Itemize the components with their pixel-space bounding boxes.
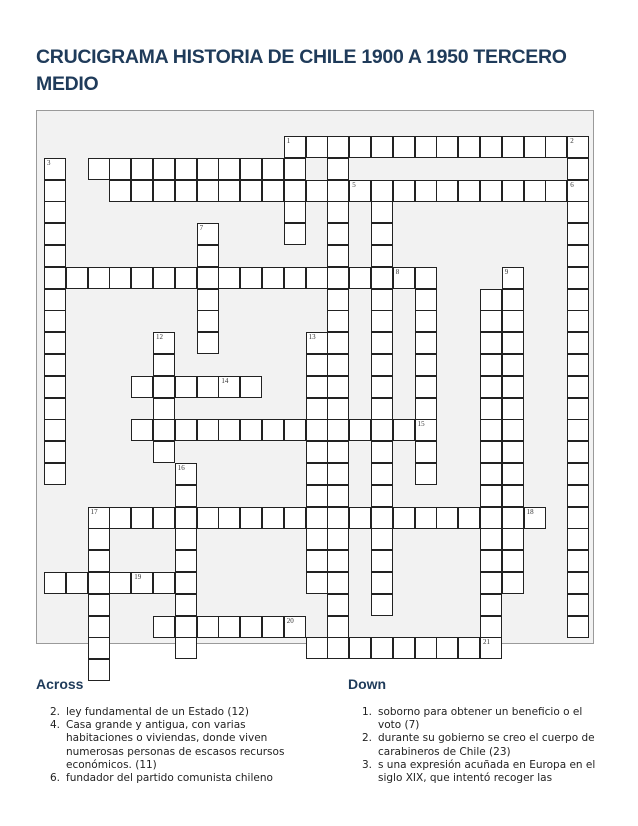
- crossword-cell[interactable]: [306, 376, 328, 398]
- crossword-cell[interactable]: [567, 507, 589, 529]
- crossword-cell[interactable]: [327, 158, 349, 180]
- crossword-cell[interactable]: [567, 376, 589, 398]
- crossword-cell[interactable]: [327, 485, 349, 507]
- crossword-cell[interactable]: [415, 637, 437, 659]
- crossword-cell[interactable]: [567, 223, 589, 245]
- crossword-cell[interactable]: [393, 419, 415, 441]
- crossword-cell[interactable]: [371, 441, 393, 463]
- crossword-cell[interactable]: [371, 332, 393, 354]
- crossword-cell[interactable]: [327, 463, 349, 485]
- crossword-cell[interactable]: [327, 637, 349, 659]
- crossword-cell[interactable]: [44, 463, 66, 485]
- crossword-cell[interactable]: [306, 572, 328, 594]
- crossword-cell[interactable]: [458, 180, 480, 202]
- crossword-cell[interactable]: [306, 180, 328, 202]
- page-title: CRUCIGRAMA HISTORIA DE CHILE 1900 A 1950 TERCERO MEDIO: [36, 46, 567, 95]
- crossword-cell[interactable]: [44, 310, 66, 332]
- crossword-cell[interactable]: [480, 180, 502, 202]
- crossword-cell[interactable]: [153, 441, 175, 463]
- crossword-cell[interactable]: [327, 550, 349, 572]
- crossword-cell[interactable]: [284, 419, 306, 441]
- crossword-cell[interactable]: [502, 332, 524, 354]
- crossword-cell[interactable]: [197, 245, 219, 267]
- crossword-cell[interactable]: [88, 616, 110, 638]
- across-clue-list: [42, 706, 302, 785]
- crossword-cell[interactable]: [349, 180, 371, 202]
- crossword-cell[interactable]: [197, 267, 219, 289]
- crossword-cell[interactable]: [327, 376, 349, 398]
- crossword-cell[interactable]: [371, 376, 393, 398]
- crossword-cell[interactable]: [458, 637, 480, 659]
- crossword-cell[interactable]: [306, 441, 328, 463]
- crossword-cell[interactable]: [88, 267, 110, 289]
- crossword-cell[interactable]: [44, 354, 66, 376]
- crossword-cell[interactable]: [66, 267, 88, 289]
- crossword-cell[interactable]: [327, 398, 349, 420]
- crossword-cell[interactable]: [327, 507, 349, 529]
- crossword-cell[interactable]: [44, 572, 66, 594]
- crossword-cell[interactable]: [567, 550, 589, 572]
- crossword-cell[interactable]: [567, 289, 589, 311]
- down-clue: 2. durante su gobierno se creo el cuerpo de carabineros de Chile (23): [361, 732, 595, 758]
- crossword-cell[interactable]: [327, 201, 349, 223]
- crossword-cell[interactable]: [567, 136, 589, 158]
- crossword-cell[interactable]: [371, 419, 393, 441]
- crossword-cell[interactable]: [262, 419, 284, 441]
- crossword-cell[interactable]: [44, 398, 66, 420]
- clue-number: 18: [526, 507, 534, 516]
- crossword-cell[interactable]: [175, 485, 197, 507]
- crossword-cell[interactable]: [567, 485, 589, 507]
- clue-number: 20: [286, 616, 294, 625]
- crossword-cell[interactable]: [262, 180, 284, 202]
- crossword-cell[interactable]: [197, 223, 219, 245]
- crossword-cell[interactable]: [197, 419, 219, 441]
- crossword-cell[interactable]: [567, 267, 589, 289]
- crossword-cell[interactable]: [436, 136, 458, 158]
- crossword-cell[interactable]: [240, 616, 262, 638]
- crossword-cell[interactable]: [371, 354, 393, 376]
- crossword-cell[interactable]: [306, 354, 328, 376]
- crossword-cell[interactable]: [327, 332, 349, 354]
- crossword-cell[interactable]: [458, 136, 480, 158]
- crossword-cell[interactable]: [175, 158, 197, 180]
- crossword-cell[interactable]: [153, 616, 175, 638]
- crossword-cell[interactable]: [371, 267, 393, 289]
- crossword-cell[interactable]: [567, 441, 589, 463]
- clue-number: 9: [504, 267, 509, 276]
- crossword-cell[interactable]: [371, 136, 393, 158]
- crossword-cell[interactable]: [371, 180, 393, 202]
- across-heading: Across: [36, 676, 84, 692]
- crossword-cell[interactable]: [131, 507, 153, 529]
- crossword-cell[interactable]: [131, 180, 153, 202]
- crossword-cell[interactable]: [306, 419, 328, 441]
- crossword-cell[interactable]: [218, 507, 240, 529]
- crossword-cell[interactable]: [175, 267, 197, 289]
- crossword-cell[interactable]: [480, 485, 502, 507]
- crossword-cell[interactable]: [436, 637, 458, 659]
- crossword-cell[interactable]: [306, 463, 328, 485]
- crossword-cell[interactable]: [240, 180, 262, 202]
- crossword-cell[interactable]: [197, 332, 219, 354]
- crossword-cell[interactable]: [175, 637, 197, 659]
- crossword-cell[interactable]: [502, 376, 524, 398]
- crossword-cell[interactable]: [44, 223, 66, 245]
- crossword-cell[interactable]: [524, 507, 546, 529]
- crossword-cell[interactable]: [44, 419, 66, 441]
- crossword-cell[interactable]: [175, 528, 197, 550]
- crossword-cell[interactable]: [153, 572, 175, 594]
- crossword-cell[interactable]: [480, 398, 502, 420]
- crossword-cell[interactable]: [502, 485, 524, 507]
- crossword-cell[interactable]: [371, 637, 393, 659]
- crossword-cell[interactable]: [567, 180, 589, 202]
- crossword-cell[interactable]: [327, 572, 349, 594]
- crossword-cell[interactable]: [524, 136, 546, 158]
- crossword-cell[interactable]: [327, 136, 349, 158]
- crossword-cell[interactable]: [306, 637, 328, 659]
- crossword-cell[interactable]: [415, 332, 437, 354]
- crossword-cell[interactable]: [436, 180, 458, 202]
- crossword-cell[interactable]: [131, 419, 153, 441]
- crossword-cell[interactable]: [502, 136, 524, 158]
- crossword-cell[interactable]: [88, 637, 110, 659]
- crossword-cell[interactable]: [153, 180, 175, 202]
- crossword-cell[interactable]: [44, 180, 66, 202]
- crossword-cell[interactable]: [218, 616, 240, 638]
- down-clue: 1. soborno para obtener un beneficio o el voto (7): [361, 706, 583, 732]
- crossword-cell[interactable]: [502, 507, 524, 529]
- crossword-cell[interactable]: [262, 158, 284, 180]
- crossword-cell[interactable]: [480, 594, 502, 616]
- crossword-cell[interactable]: [545, 136, 567, 158]
- crossword-cell[interactable]: [327, 594, 349, 616]
- crossword-cell[interactable]: [44, 245, 66, 267]
- crossword-cell[interactable]: [88, 572, 110, 594]
- crossword-cell[interactable]: [240, 507, 262, 529]
- crossword-cell[interactable]: [567, 332, 589, 354]
- clue-number: 5: [352, 180, 356, 189]
- crossword-cell[interactable]: [415, 180, 437, 202]
- clue-number: 6: [570, 180, 574, 189]
- crossword-cell[interactable]: [371, 594, 393, 616]
- crossword-cell[interactable]: [218, 419, 240, 441]
- crossword-cell[interactable]: [327, 245, 349, 267]
- crossword-cell[interactable]: [218, 376, 240, 398]
- clue-number: 17: [90, 507, 98, 516]
- crossword-cell[interactable]: [284, 223, 306, 245]
- crossword-cell[interactable]: [197, 158, 219, 180]
- crossword-cell[interactable]: [371, 310, 393, 332]
- crossword-cell[interactable]: [480, 463, 502, 485]
- crossword-cell[interactable]: [480, 289, 502, 311]
- crossword-cell[interactable]: [88, 507, 110, 529]
- across-clue: 2. ley fundamental de un Estado (12): [49, 706, 249, 718]
- crossword-cell[interactable]: [327, 289, 349, 311]
- crossword-cell[interactable]: [240, 419, 262, 441]
- crossword-cell[interactable]: [371, 201, 393, 223]
- crossword-cell[interactable]: [262, 507, 284, 529]
- crossword-cell[interactable]: [502, 528, 524, 550]
- crossword-cell[interactable]: [327, 180, 349, 202]
- crossword-cell[interactable]: [480, 332, 502, 354]
- crossword-cell[interactable]: [567, 354, 589, 376]
- crossword-cell[interactable]: [415, 136, 437, 158]
- crossword-cell[interactable]: [502, 267, 524, 289]
- crossword-cell[interactable]: [480, 441, 502, 463]
- down-clue: 3. s una expresión acuñada en Europa en el siglo XIX, que intentó recoger las: [361, 758, 596, 785]
- crossword-cell[interactable]: [415, 289, 437, 311]
- crossword-cell[interactable]: [44, 158, 66, 180]
- crossword-cell[interactable]: [262, 267, 284, 289]
- clue-number: 16: [177, 464, 185, 472]
- crossword-cell[interactable]: [567, 310, 589, 332]
- crossword-cell[interactable]: [306, 136, 328, 158]
- crossword-cell[interactable]: [502, 180, 524, 202]
- crossword-cell[interactable]: [240, 376, 262, 398]
- crossword-cell[interactable]: [371, 245, 393, 267]
- crossword-cell[interactable]: [284, 136, 306, 158]
- crossword-cell[interactable]: [349, 136, 371, 158]
- crossword-cell[interactable]: [327, 616, 349, 638]
- clue-number: 1: [286, 137, 291, 145]
- crossword-cell[interactable]: [153, 398, 175, 420]
- crossword-cell[interactable]: [306, 332, 328, 354]
- crossword-cell[interactable]: [131, 158, 153, 180]
- crossword-cell[interactable]: [153, 419, 175, 441]
- crossword-cell[interactable]: [502, 572, 524, 594]
- crossword-cell[interactable]: [502, 441, 524, 463]
- crossword-cell[interactable]: [371, 507, 393, 529]
- clue-number: 7: [199, 224, 204, 233]
- crossword-cell[interactable]: [88, 528, 110, 550]
- crossword-cell[interactable]: [415, 463, 437, 485]
- crossword-cell[interactable]: [502, 289, 524, 311]
- crossword-cell[interactable]: [327, 267, 349, 289]
- crossword-cell[interactable]: [567, 201, 589, 223]
- crossword-cell[interactable]: [175, 594, 197, 616]
- crossword-cell[interactable]: [240, 158, 262, 180]
- crossword-cell[interactable]: [88, 659, 110, 681]
- crossword-cell[interactable]: [480, 637, 502, 659]
- crossword-cell[interactable]: [88, 594, 110, 616]
- crossword-cell[interactable]: [218, 158, 240, 180]
- crossword-cell[interactable]: [44, 289, 66, 311]
- clue-number: 12: [156, 333, 163, 342]
- crossword-cell[interactable]: [480, 507, 502, 529]
- crossword-cell[interactable]: [44, 201, 66, 223]
- crossword-cell[interactable]: [480, 136, 502, 158]
- crossword-cell[interactable]: [480, 528, 502, 550]
- crossword-cell[interactable]: [415, 267, 437, 289]
- crossword-cell[interactable]: [371, 485, 393, 507]
- clue-number: 21: [483, 638, 490, 647]
- crossword-cell[interactable]: [218, 267, 240, 289]
- crossword-cell[interactable]: [284, 201, 306, 223]
- crossword-cell[interactable]: [284, 267, 306, 289]
- crossword-cell[interactable]: [567, 572, 589, 594]
- crossword-cell[interactable]: [349, 637, 371, 659]
- crossword-cell[interactable]: [502, 310, 524, 332]
- crossword-cell[interactable]: [175, 376, 197, 398]
- crossword-cell[interactable]: [306, 267, 328, 289]
- clue-number: 13: [308, 333, 316, 342]
- crossword-cell[interactable]: [284, 158, 306, 180]
- across-clue: 6. fundador del partido comunista chileno: [49, 772, 273, 785]
- crossword-cell[interactable]: [175, 550, 197, 572]
- crossword-cell[interactable]: [109, 267, 131, 289]
- crossword-cell[interactable]: [44, 376, 66, 398]
- crossword-cell[interactable]: [567, 158, 589, 180]
- crossword-cell[interactable]: [306, 528, 328, 550]
- crossword-cell[interactable]: [393, 136, 415, 158]
- crossword-cell[interactable]: [502, 398, 524, 420]
- crossword-cell[interactable]: [393, 507, 415, 529]
- crossword-cell[interactable]: [153, 376, 175, 398]
- crossword-cell[interactable]: [415, 376, 437, 398]
- crossword-cell[interactable]: [131, 376, 153, 398]
- crossword-cell[interactable]: [109, 158, 131, 180]
- crossword-cell[interactable]: [502, 419, 524, 441]
- crossword-cell[interactable]: [349, 507, 371, 529]
- crossword-cell[interactable]: [306, 507, 328, 529]
- crossword-cell[interactable]: [480, 310, 502, 332]
- crossword-cell[interactable]: [327, 441, 349, 463]
- crossword-cell[interactable]: [349, 267, 371, 289]
- crossword-cell[interactable]: [306, 485, 328, 507]
- crossword-cell[interactable]: [262, 616, 284, 638]
- crossword-cell[interactable]: [197, 180, 219, 202]
- crossword-cell[interactable]: [197, 289, 219, 311]
- crossword-cell[interactable]: [284, 616, 306, 638]
- crossword-cell[interactable]: [284, 180, 306, 202]
- crossword-cell[interactable]: [415, 310, 437, 332]
- crossword-cell[interactable]: [415, 507, 437, 529]
- crossword-cell[interactable]: [567, 594, 589, 616]
- crossword-cell[interactable]: [197, 310, 219, 332]
- crossword-cell[interactable]: [393, 180, 415, 202]
- crossword-cell[interactable]: [349, 419, 371, 441]
- crossword-cell[interactable]: [175, 463, 197, 485]
- crossword-cell[interactable]: [306, 550, 328, 572]
- crossword-cell[interactable]: [436, 507, 458, 529]
- crossword-cell[interactable]: [480, 550, 502, 572]
- crossword-cell[interactable]: [66, 572, 88, 594]
- crossword-cell[interactable]: [306, 398, 328, 420]
- crossword-cell[interactable]: [284, 507, 306, 529]
- crossword-cell[interactable]: [109, 572, 131, 594]
- crossword-cell[interactable]: [197, 507, 219, 529]
- crossword-cell[interactable]: [524, 180, 546, 202]
- crossword-cell[interactable]: [327, 223, 349, 245]
- across-clue: 4. Casa grande y antigua, con varias habitaciones o viviendas, donde viven numerosas personas de escasos recursos económicos. (11): [49, 719, 285, 771]
- crossword-cell[interactable]: [153, 507, 175, 529]
- clue-number: 19: [134, 573, 142, 581]
- crossword-cell[interactable]: [567, 616, 589, 638]
- crossword-cell[interactable]: [175, 419, 197, 441]
- crossword-cell[interactable]: [88, 158, 110, 180]
- crossword-cell[interactable]: [371, 223, 393, 245]
- crossword-cell[interactable]: [88, 550, 110, 572]
- crossword-cell[interactable]: [371, 528, 393, 550]
- crossword-cell[interactable]: [240, 267, 262, 289]
- crossword-cell[interactable]: [44, 441, 66, 463]
- crossword-cell[interactable]: [480, 419, 502, 441]
- crossword-cell[interactable]: [44, 332, 66, 354]
- crossword-cell[interactable]: [109, 180, 131, 202]
- crossword-cell[interactable]: [153, 332, 175, 354]
- crossword-cell[interactable]: [415, 354, 437, 376]
- crossword-cell[interactable]: [567, 398, 589, 420]
- crossword-cell[interactable]: [218, 180, 240, 202]
- crossword-cell[interactable]: [415, 441, 437, 463]
- clue-number: 15: [417, 420, 425, 429]
- clue-number: 14: [221, 376, 229, 385]
- crossword-cell[interactable]: [567, 528, 589, 550]
- crossword-cell[interactable]: [545, 180, 567, 202]
- crossword-cell[interactable]: [480, 354, 502, 376]
- crossword-cell[interactable]: [197, 616, 219, 638]
- crossword-cell[interactable]: [371, 463, 393, 485]
- crossword-cell[interactable]: [153, 354, 175, 376]
- crossword-cell[interactable]: [175, 572, 197, 594]
- down-clue-list: [354, 706, 606, 785]
- crossword-cell[interactable]: [153, 267, 175, 289]
- crossword-cell[interactable]: [458, 507, 480, 529]
- clue-number: 3: [47, 158, 51, 167]
- crossword-cell[interactable]: [480, 376, 502, 398]
- crossword-cell[interactable]: [371, 289, 393, 311]
- crossword-cell[interactable]: [567, 245, 589, 267]
- crossword-cell[interactable]: [175, 616, 197, 638]
- crossword-cell[interactable]: [393, 267, 415, 289]
- crossword-cell[interactable]: [109, 507, 131, 529]
- crossword-cell[interactable]: [480, 572, 502, 594]
- crossword-cell[interactable]: [327, 419, 349, 441]
- crossword-cell[interactable]: [393, 637, 415, 659]
- crossword-cell[interactable]: [502, 550, 524, 572]
- crossword-cell[interactable]: [327, 354, 349, 376]
- crossword-cell[interactable]: [371, 572, 393, 594]
- crossword-cell[interactable]: [480, 616, 502, 638]
- crossword-cell[interactable]: [371, 398, 393, 420]
- crossword-cell[interactable]: [197, 376, 219, 398]
- crossword-cell[interactable]: [502, 354, 524, 376]
- crossword-cell[interactable]: [153, 158, 175, 180]
- crossword-cell[interactable]: [44, 267, 66, 289]
- crossword-cell[interactable]: [502, 463, 524, 485]
- crossword-cell[interactable]: [131, 572, 153, 594]
- crossword-cell[interactable]: [175, 507, 197, 529]
- crossword-cell[interactable]: [567, 463, 589, 485]
- crossword-cell[interactable]: [327, 528, 349, 550]
- crossword-cell[interactable]: [567, 419, 589, 441]
- crossword-cell[interactable]: [131, 267, 153, 289]
- crossword-cell[interactable]: [415, 398, 437, 420]
- down-heading: Down: [348, 676, 387, 692]
- crossword-cell[interactable]: [327, 310, 349, 332]
- clue-number: 2: [570, 137, 574, 145]
- crossword-cell[interactable]: [371, 550, 393, 572]
- clue-number: 8: [395, 267, 400, 276]
- crossword-cell[interactable]: [175, 180, 197, 202]
- crossword-cell[interactable]: [415, 419, 437, 441]
